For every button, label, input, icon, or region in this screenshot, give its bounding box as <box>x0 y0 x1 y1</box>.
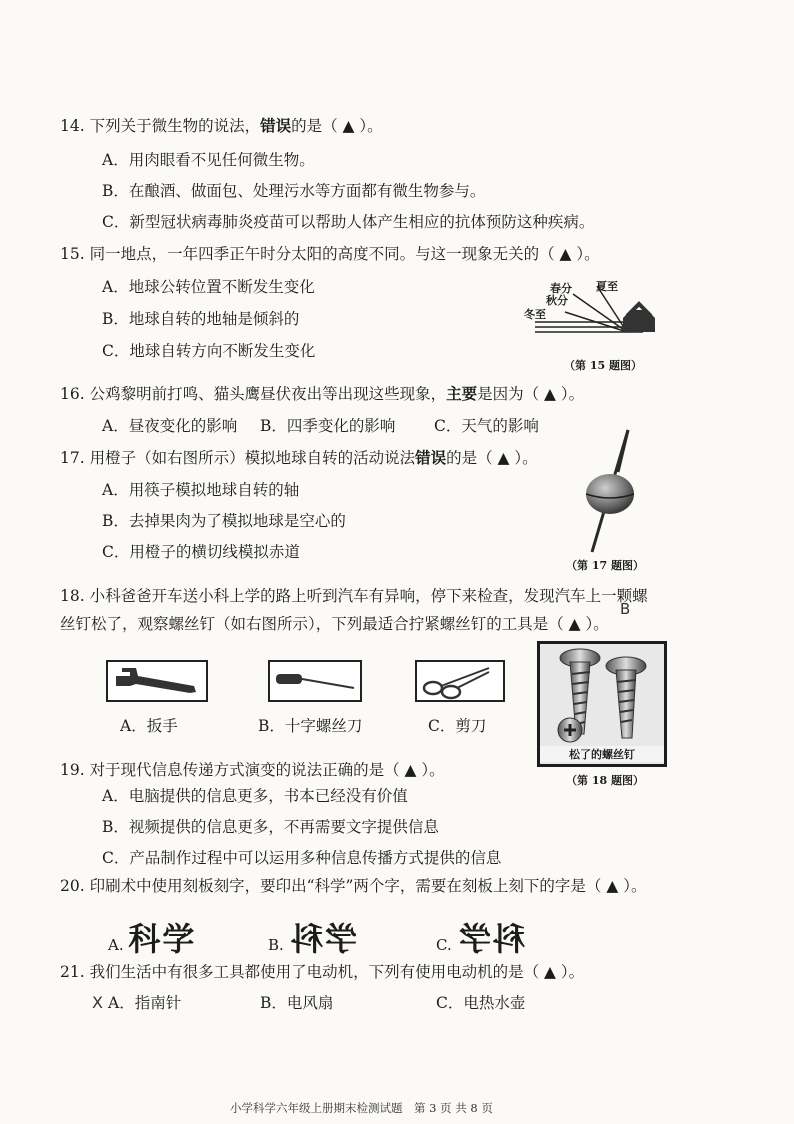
loose-screw-photo <box>537 641 667 767</box>
question-19-option-b: B．视频提供的信息更多，不再需要文字提供信息 <box>102 818 439 836</box>
question-20-stem: 20. 印刷术中使用刻板刻字，要印出“科学”两个字，需要在刻板上刻下的字是（ ▲ ）。 <box>60 877 647 895</box>
orange-figure <box>570 426 650 556</box>
question-20-option-a: A. 科学 <box>108 920 197 958</box>
stamp-text-b: 学科 <box>288 920 357 958</box>
label-summer-solstice: 夏至 <box>596 280 618 293</box>
question-17-stem: 17. 用橙子（如右图所示）模拟地球自转的活动说法错误的是（ ▲ ）。 <box>60 448 538 467</box>
question-18-line-1: 18. 小科爸爸开车送小科上学的路上听到汽车有异响，停下来检查，发现汽车上一颗螺 <box>60 587 648 605</box>
question-21-option-c: C．电热水壶 <box>436 994 526 1012</box>
question-15-option-a: A．地球公转位置不断发生变化 <box>102 278 315 296</box>
page-footer: 小学科学六年级上册期末检测试题 第 3 页 共 8 页 <box>230 1101 493 1115</box>
question-19-option-c: C．产品制作过程中可以运用多种信息传播方式提供的信息 <box>102 849 502 867</box>
question-14-option-c: C．新型冠状病毒肺炎疫苗可以帮助人体产生相应的抗体预防这种疾病。 <box>102 213 595 231</box>
question-14-option-b: B．在酿酒、做面包、处理污水等方面都有微生物参与。 <box>102 182 486 200</box>
question-16-option-c: C．天气的影响 <box>434 417 539 435</box>
handwritten-answer-18: B <box>620 600 631 618</box>
stamp-text-c: 科学 <box>456 920 525 958</box>
wrench-image <box>106 660 208 702</box>
question-19-option-a: A．电脑提供的信息更多，书本已经没有价值 <box>102 787 408 805</box>
label-spring-equinox: 春分 <box>550 282 572 295</box>
question-20-option-c: C. 科学 <box>436 914 525 960</box>
question-16-option-b: B．四季变化的影响 <box>260 417 396 435</box>
figure-17-caption: （第 17 题图） <box>566 559 644 572</box>
question-15-option-c: C．地球自转方向不断发生变化 <box>102 342 316 360</box>
question-20-option-b: B. 学科 <box>268 914 357 960</box>
figure-18-caption: （第 18 题图） <box>566 774 644 787</box>
screw-photo-label: 松了的螺丝钉 <box>540 746 664 762</box>
tool-option-a: A．扳手 <box>120 717 178 735</box>
question-16-stem: 16. 公鸡黎明前打鸣、猫头鹰昼伏夜出等出现这些现象，主要是因为（ ▲ ）。 <box>60 384 585 403</box>
question-15-stem: 15. 同一地点，一年四季正午时分太阳的高度不同。与这一现象无关的（ ▲ ）。 <box>60 245 600 263</box>
question-14-option-a: A．用肉眼看不见任何微生物。 <box>102 151 315 169</box>
question-18-line-2: 丝钉松了，观察螺丝钉（如右图所示），下列最适合拧紧螺丝钉的工具是（ ▲ ）。 <box>60 615 609 633</box>
question-17-option-b: B．去掉果肉为了模拟地球是空心的 <box>102 512 346 530</box>
question-21-option-a: A．指南针 <box>108 994 182 1012</box>
question-21-options <box>108 993 525 1013</box>
question-21-stem: 21. 我们生活中有很多工具都使用了电动机，下列有使用电动机的是（ ▲ ）。 <box>60 963 585 981</box>
phillips-screwdriver-image <box>268 660 362 702</box>
question-16-option-a: A．昼夜变化的影响 <box>102 417 238 435</box>
tool-option-c: C．剪刀 <box>428 717 487 735</box>
question-14-stem: 14. 下列关于微生物的说法，错误的是（ ▲ ）。 <box>60 116 383 135</box>
handwritten-mark-21: X <box>92 993 103 1012</box>
scissors-image <box>415 660 505 702</box>
tool-option-b: B．十字螺丝刀 <box>258 717 363 735</box>
label-autumn-equinox: 秋分 <box>546 294 568 307</box>
question-15-option-b: B．地球自转的地轴是倾斜的 <box>102 310 300 328</box>
stamp-text-a: 科学 <box>128 920 197 958</box>
question-19-stem: 19. 对于现代信息传递方式演变的说法正确的是（ ▲ ）。 <box>60 761 445 779</box>
question-16-options <box>102 416 539 436</box>
question-17-option-a: A．用筷子模拟地球自转的轴 <box>102 481 300 499</box>
question-21-option-b: B．电风扇 <box>260 994 334 1012</box>
question-17-option-c: C．用橙子的横切线模拟赤道 <box>102 543 300 561</box>
label-winter-solstice: 冬至 <box>524 308 546 321</box>
figure-15-caption: （第 15 题图） <box>564 359 642 372</box>
